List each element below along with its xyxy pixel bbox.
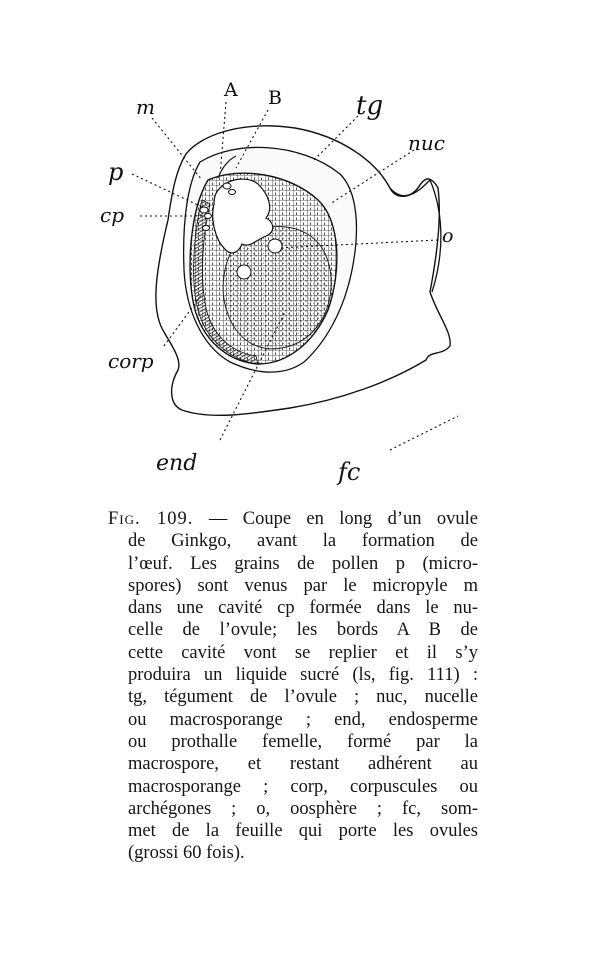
caption-line: celle de l’ovule; les bords A B de bbox=[128, 620, 478, 641]
caption-line-1 bbox=[108, 508, 478, 530]
label-corp: corp bbox=[108, 349, 154, 373]
caption-line: archégones ; o, oosphère ; fc, som- bbox=[128, 798, 478, 819]
ginkgo-ovule-figure bbox=[90, 70, 510, 500]
caption-line: tg, tégument de l’ovule ; nuc, nucelle bbox=[128, 687, 478, 708]
ovule-illustration bbox=[90, 70, 510, 500]
caption-line: cette cavité vont se replier et il s’y bbox=[128, 642, 478, 663]
caption-line: met de la feuille qui porte les ovules bbox=[128, 821, 478, 842]
caption-line: de Ginkgo, avant la formation de bbox=[128, 531, 478, 552]
label-tg: tg bbox=[356, 91, 384, 121]
label-p: p bbox=[108, 158, 124, 186]
caption-line: (grossi 60 fois). bbox=[128, 843, 245, 864]
caption-line: l’œuf. Les grains de pollen p (micro- bbox=[128, 553, 478, 574]
caption-line: ou prothalle femelle, formé par la bbox=[128, 731, 478, 752]
label-o: o bbox=[442, 225, 454, 247]
caption-line: produira un liquide sucré (ls, fig. 111) : bbox=[128, 665, 478, 686]
figure-number: Fig. 109. bbox=[108, 509, 194, 529]
label-A: A bbox=[224, 79, 238, 101]
caption-line: ou macrosporange ; end, endosperme bbox=[128, 709, 478, 730]
label-B: B bbox=[268, 87, 282, 109]
label-fc: fc bbox=[338, 458, 361, 486]
caption-line: spores) sont venus par le micropyle m bbox=[128, 575, 478, 596]
label-nuc: nuc bbox=[408, 131, 445, 155]
figure-caption bbox=[108, 508, 478, 865]
caption-line: macrospore, et restant adhérent au bbox=[128, 754, 478, 775]
caption-line: macrosporange ; corp, corpuscules ou bbox=[128, 776, 478, 797]
caption-line: dans une cavité cp formée dans le nu- bbox=[128, 598, 478, 619]
label-end: end bbox=[156, 451, 198, 476]
caption-text: — Coupe en long d’un ovule bbox=[193, 509, 478, 529]
label-cp: cp bbox=[100, 203, 125, 227]
label-m: m bbox=[136, 95, 155, 119]
